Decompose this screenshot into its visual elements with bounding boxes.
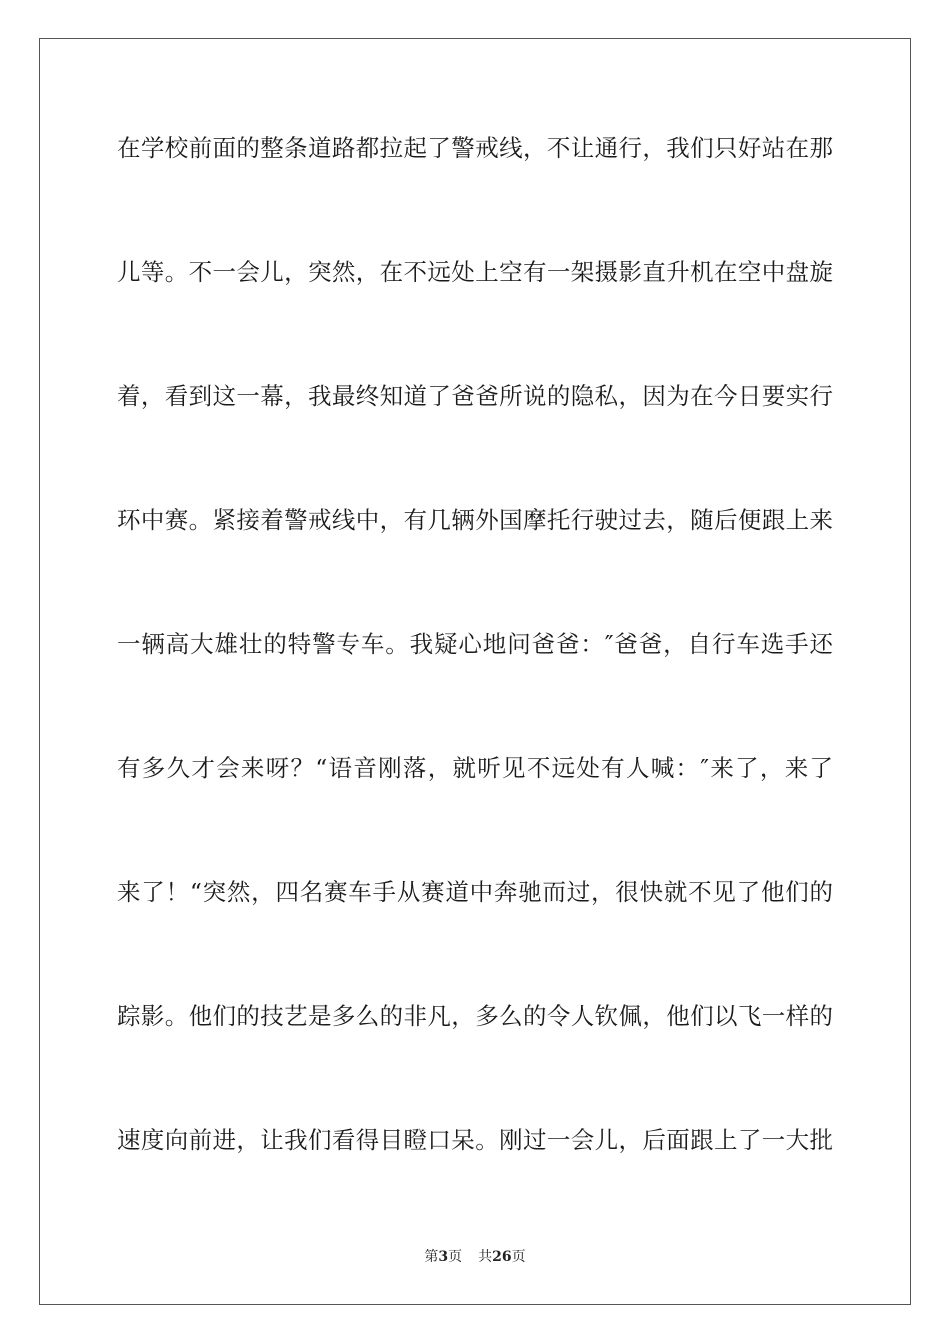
page-suffix: 页 (448, 1249, 463, 1265)
total-pages: 26 (492, 1249, 512, 1265)
body-text-line-6: 有多久才会来呀？“语音刚落，就听见不远处有人喊：″来了，来了 (117, 754, 833, 782)
total-prefix: 共 (478, 1249, 493, 1265)
page-border (39, 38, 911, 1305)
page-prefix: 第 (424, 1249, 439, 1265)
body-text-line-5: 一辆高大雄壮的特警专车。我疑心地问爸爸：″爸爸，自行车选手还 (117, 630, 833, 658)
body-text-line-1: 在学校前面的整条道路都拉起了警戒线，不让通行，我们只好站在那 (117, 134, 833, 162)
page-number: 3 (438, 1249, 449, 1265)
body-text-line-7: 来了！“突然，四名赛车手从赛道中奔驰而过，很快就不见了他们的 (117, 878, 833, 906)
body-text-line-4: 环中赛。紧接着警戒线中，有几辆外国摩托行驶过去，随后便跟上来 (117, 506, 833, 534)
page-footer (0, 1247, 950, 1267)
body-text-line-8: 踪影。他们的技艺是多么的非凡，多么的令人钦佩，他们以飞一样的 (117, 1002, 833, 1030)
body-text-line-9: 速度向前进，让我们看得目瞪口呆。刚过一会儿，后面跟上了一大批 (117, 1126, 833, 1154)
body-text-line-3: 着，看到这一幕，我最终知道了爸爸所说的隐私，因为在今日要实行 (117, 382, 833, 410)
body-text-line-2: 儿等。不一会儿，突然，在不远处上空有一架摄影直升机在空中盘旋 (117, 258, 833, 286)
total-suffix: 页 (511, 1249, 526, 1265)
